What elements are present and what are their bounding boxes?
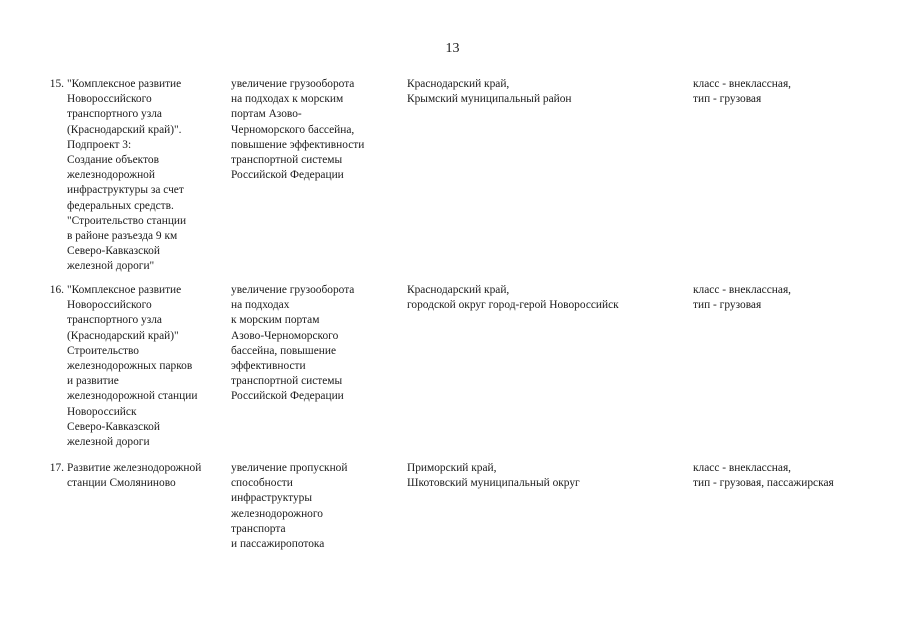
object-purpose: увеличение грузооборота на подходах к морским портам Азово- Черноморского бассейна, повышение эффективности транспортной системы Российской Федерации: [231, 78, 365, 182]
object-location: Краснодарский край, Крымский муниципальный район: [407, 78, 572, 106]
object-name: Развитие железнодорожной станции Смоляниново: [67, 462, 202, 490]
object-class: класс - внеклассная, тип - грузовая: [693, 284, 792, 312]
row-number: 15.: [49, 78, 64, 90]
row-number: 16.: [49, 284, 64, 296]
object-class: класс - внеклассная, тип - грузовая, пассажирская: [693, 462, 834, 490]
object-name: "Комплексное развитие Новороссийского транспортного узла (Краснодарский край)" Строительство железнодорожных парков и развитие железнодорожной станции Новороссийск Северо-Кавказской железной дороги: [67, 284, 198, 449]
object-purpose: увеличение грузооборота на подходах к морским портам Азово-Черноморского бассейна, повышение эффективности транспортной системы Российской Федерации: [231, 284, 355, 403]
object-class: класс - внеклассная, тип - грузовая: [693, 78, 792, 106]
page-number: 13: [445, 41, 460, 56]
object-location: Краснодарский край, городской округ город-герой Новороссийск: [407, 284, 619, 312]
object-purpose: увеличение пропускной способности инфраструктуры железнодорожного транспорта и пассажиропотока: [231, 462, 348, 551]
row-number: 17.: [49, 462, 64, 474]
object-location: Приморский край, Шкотовский муниципальный округ: [407, 462, 580, 490]
object-name: "Комплексное развитие Новороссийского транспортного узла (Краснодарский край)". Подпроект 3: Создание объектов железнодорожной инфраструктуры за счет федеральных средств. "Строительство станции в районе разъезда 9 км Северо-Кавказской железной дороги": [67, 78, 187, 273]
